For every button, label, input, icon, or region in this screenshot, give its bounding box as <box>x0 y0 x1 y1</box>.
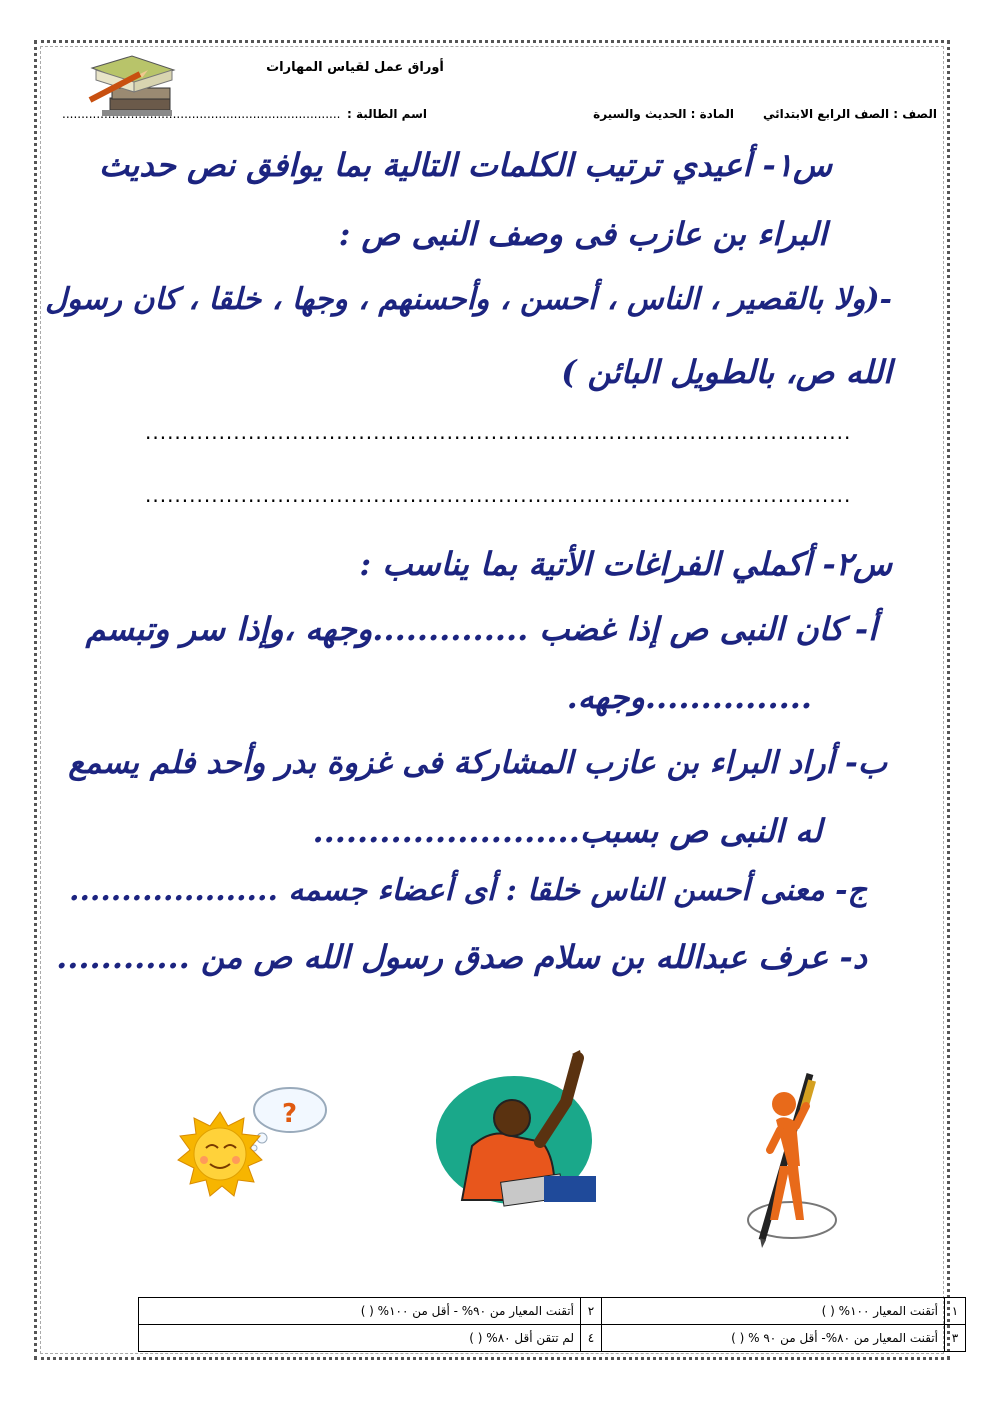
standard-cell[interactable]: أتقنت المعيار ١٠٠% ( ) <box>602 1298 945 1325</box>
q1-line2: البراء بن عازب فى وصف النبى ص : <box>338 215 827 253</box>
standard-number: ١ <box>945 1298 966 1325</box>
standard-cell[interactable]: لم تتقن أقل ٨٠% ( ) <box>139 1325 581 1352</box>
student-name-label: اسم الطالبة : <box>347 107 427 121</box>
student-name-field[interactable]: ......................................................................... <box>62 107 341 121</box>
q1-answer-line-1[interactable]: ................................................................................................ <box>145 420 852 444</box>
standard-number: ٤ <box>581 1325 602 1352</box>
q2-item-a-line2: ...............وجهه. <box>566 678 812 716</box>
standard-number: ٣ <box>945 1325 966 1352</box>
q2-item-b-line1: ب- أراد البراء بن عازب المشاركة فى غزوة بدر وأحد فلم يسمع <box>68 745 887 781</box>
mastery-standards-table <box>138 1297 966 1352</box>
q2-item-d: د- عرف عبدالله بن سلام صدق رسول الله ص من ............ <box>56 938 867 976</box>
q2-item-b-line2: له النبى ص بسبب........................ <box>312 812 822 850</box>
q2-item-a-line1: أ- كان النبى ص إذا غضب ..............وجهه ،وإذا سر وتبسم <box>85 610 877 648</box>
student-raising-hand-icon <box>432 1050 607 1210</box>
subject-label: المادة : الحديث والسيرة <box>593 107 734 121</box>
q2-title: س٢- أكملي الفراغات الأتية بما يناسب : <box>359 545 892 583</box>
thinking-sun-icon <box>150 1082 335 1197</box>
standard-cell[interactable]: أتقنت المعيار من ٩٠% - أقل من ١٠٠% ( ) <box>139 1298 581 1325</box>
standard-cell[interactable]: أتقنت المعيار من ٨٠%- أقل من ٩٠ % ( ) <box>602 1325 945 1352</box>
q1-answer-line-2[interactable]: ................................................................................................ <box>145 483 852 507</box>
q2-item-c: ج- معنى أحسن الناس خلقا : أى أعضاء جسمه .................... <box>69 873 867 908</box>
table-row <box>139 1298 966 1325</box>
grade-label: الصف : الصف الرابع الابتدائي <box>762 107 937 121</box>
svg-text:?: ? <box>282 1099 298 1129</box>
q1-line1: س١- أعيدي ترتيب الكلمات التالية بما يوافق نص حديث <box>98 146 832 184</box>
q1-line3: -(ولا بالقصير ، الناس ، أحسن ، وأحسنهم ، وجها ، خلقا ، كان رسول <box>45 282 892 317</box>
figure-with-pen-icon <box>740 1070 845 1250</box>
standard-number: ٢ <box>581 1298 602 1325</box>
worksheet-title: أوراق عمل لقياس المهارات <box>266 60 444 75</box>
table-row <box>139 1325 966 1352</box>
q1-line4: الله ص، بالطويل البائن ) <box>561 353 892 391</box>
